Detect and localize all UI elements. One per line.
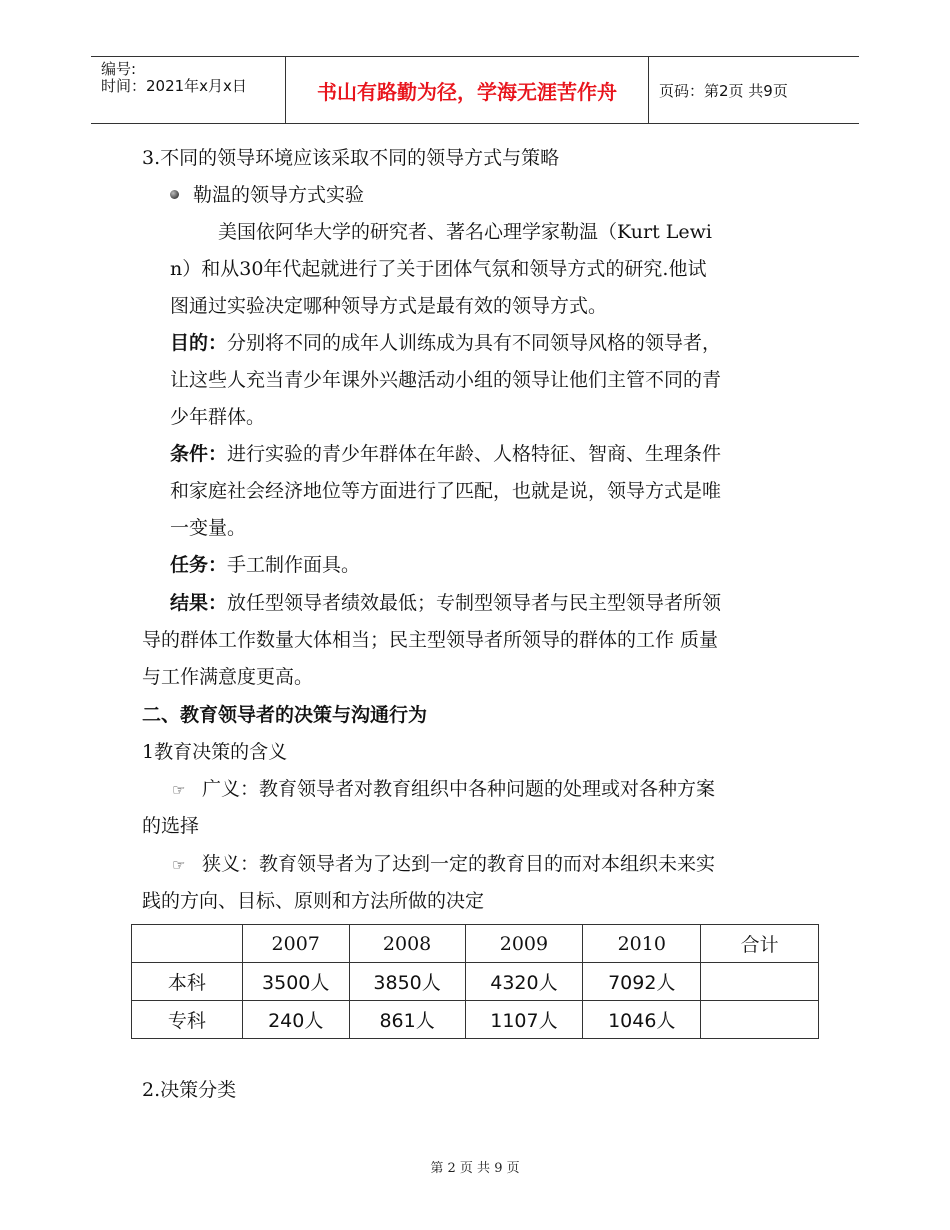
result-line-3: 与工作满意度更高。 [142,666,314,688]
page-header [91,56,859,124]
broad-definition-line-1 [172,776,715,803]
condition-label: 条件： [170,443,228,465]
table-cell: 1046人 [583,1001,701,1039]
table-row-label: 专科 [132,1001,243,1039]
table-cell [701,1001,819,1039]
purpose-line-2: 让这些人充当青少年课外兴趣活动小组的领导让他们主管不同的青 [170,369,722,391]
pointer-arrow-icon: ☞ [172,856,186,874]
bullet-icon [170,190,179,199]
condition-line-3: 一变量。 [170,517,247,539]
header-number-label: 编号: [101,60,137,78]
page-footer: 第 2 页 共 9 页 [430,1161,520,1176]
purpose-label: 目的： [170,332,228,354]
table-header-cell: 2010 [583,925,701,963]
table-cell: 240人 [242,1001,349,1039]
header-page-label: 页码：第2页 共9页 [659,81,788,100]
condition-line-2: 和家庭社会经济地位等方面进行了匹配，也就是说，领导方式是唯 [170,480,722,502]
table-cell: 3500人 [242,963,349,1001]
broad-line-2: 的选择 [142,815,200,837]
header-meta [91,57,286,123]
intro-line-2: n）和从30年代起就进行了关于团体气氛和领导方式的研究.他试 [170,258,707,280]
table-header-row [132,925,819,963]
purpose-line-3: 少年群体。 [170,406,266,428]
table-cell: 861人 [349,1001,465,1039]
section3-title: 3.不同的领导环境应该采取不同的领导方式与策略 [142,147,560,169]
header-time-label: 时间：2021年x月x日 [101,77,247,95]
chapter2-title: 二、教育领导者的决策与沟通行为 [142,704,428,726]
result-line-2: 导的群体工作数量大体相当；民主型领导者所领导的群体的工作 质量 [142,629,719,651]
table-header-cell: 2008 [349,925,465,963]
task-line [170,552,360,578]
table-row-label: 本科 [132,963,243,1001]
task-label: 任务： [170,554,228,576]
condition-paragraph-line-1 [170,441,721,467]
result-text-1: 放任型领导者绩效最低；专制型领导者与民主型领导者所领 [227,592,722,614]
table-cell [701,963,819,1001]
table-cell: 3850人 [349,963,465,1001]
table-row [132,1001,819,1039]
condition-text-1: 进行实验的青少年群体在年龄、人格特征、智商、生理条件 [227,443,722,465]
purpose-paragraph-line-1 [170,330,721,356]
narrow-definition-line-1 [172,851,715,878]
broad-text-1: 广义：教育领导者对教育组织中各种问题的处理或对各种方案 [202,778,716,800]
subsection1-title: 1教育决策的含义 [142,741,288,763]
result-paragraph-line-1 [170,590,721,616]
table-header-cell: 2009 [465,925,583,963]
table-header-cell: 2007 [242,925,349,963]
table-header-cell: 合计 [701,925,819,963]
header-motto: 书山有路勤为径，学海无涯苦作舟 [286,57,649,123]
narrow-line-2: 践的方向、目标、原则和方法所做的决定 [142,890,485,912]
enrollment-table [131,924,819,1039]
table-header-cell [132,925,243,963]
subsection2-title: 2.决策分类 [142,1079,237,1101]
table-cell: 7092人 [583,963,701,1001]
task-text: 手工制作面具。 [227,554,361,576]
intro-line-1: 美国依阿华大学的研究者、著名心理学家勒温（Kurt Lewi [218,221,712,243]
result-label: 结果： [170,592,228,614]
intro-line-3: 图通过实验决定哪种领导方式是最有效的领导方式。 [170,295,608,317]
table-row [132,963,819,1001]
experiment-title: 勒温的领导方式实验 [193,184,365,206]
narrow-text-1: 狭义：教育领导者为了达到一定的教育目的而对本组织未来实 [202,853,716,875]
table-cell: 4320人 [465,963,583,1001]
purpose-text-1: 分别将不同的成年人训练成为具有不同领导风格的领导者， [227,332,722,354]
table-cell: 1107人 [465,1001,583,1039]
experiment-heading [170,182,364,208]
pointer-arrow-icon: ☞ [172,781,186,799]
